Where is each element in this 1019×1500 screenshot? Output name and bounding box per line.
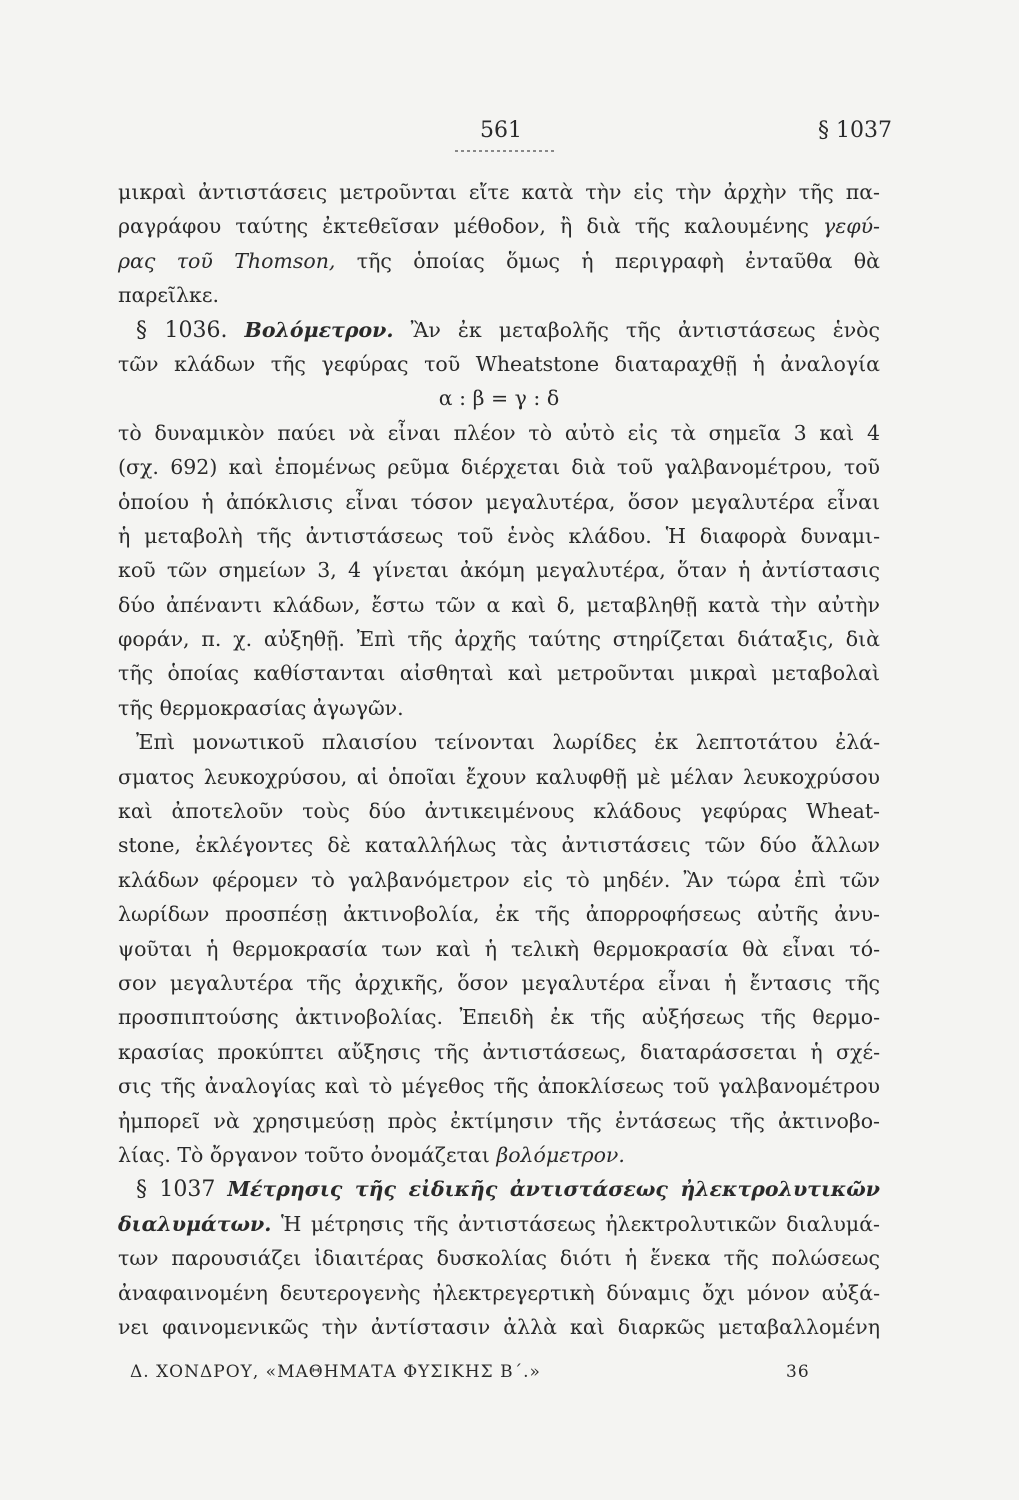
proper-name-thomson: Thomson,	[234, 248, 336, 273]
footer-signature-mark: 36	[786, 1362, 810, 1382]
text-line: προσπιπτούσης ἀκτινοβολίας. Ἐπειδὴ ἐκ τῆς αὐξήσεως τῆς θερμο-	[118, 1005, 880, 1030]
section-1037-heading-line	[118, 1172, 880, 1206]
text-line: stone, ἐκλέγοντες δὲ καταλλήλως τὰς ἀντιστάσεις τῶν δύο ἄλλων	[118, 833, 880, 858]
text-line: σον μεγαλυτέρα τῆς ἀρχικῆς, ὅσον μεγαλυτέρα εἶναι ἡ ἔντασις τῆς	[118, 970, 880, 995]
section-title-cont: διαλυμάτων.	[118, 1211, 272, 1236]
section-title: Μέτρησις τῆς εἰδικῆς ἀντιστάσεως ἠλεκτρολυτικῶν	[227, 1177, 880, 1202]
text-line: ὁποίου ἡ ἀπόκλισις εἶναι τόσον μεγαλυτέρα, ὅσον μεγαλυτέρα εἶναι	[118, 489, 880, 514]
page-header	[0, 118, 1019, 158]
text-line: τὸ δυναμικὸν παύει νὰ εἶναι πλέον τὸ αὐτὸ εἰς τὰ σημεῖα 3 καὶ 4	[118, 420, 880, 445]
text-line: ραγράφου ταύτης ἐκτεθεῖσαν μέθοδον, ἢ διὰ τῆς καλουμένης γεφύ-	[118, 214, 880, 239]
text-line: παρεῖλκε.	[118, 283, 219, 308]
page-footer	[0, 1362, 1019, 1392]
text-line: φοράν, π. χ. αὐξηθῇ. Ἐπὶ τῆς ἀρχῆς ταύτης στηρίζεται διάταξις, διὰ	[118, 627, 880, 652]
text-line: τῆς ὁποίας καθίστανται αἰσθηταὶ καὶ μετροῦνται μικραὶ μεταβολαὶ	[118, 661, 880, 686]
text-line: ἡ μεταβολὴ τῆς ἀντιστάσεως τοῦ ἑνὸς κλάδου. Ἡ διαφορὰ δυναμι-	[118, 523, 880, 548]
text-line: τῆς θερμοκρασίας ἀγωγῶν.	[118, 695, 404, 720]
proportion-equation: α : β = γ : δ	[438, 386, 560, 411]
running-section-ref: § 1037	[818, 118, 892, 143]
text-line: τῶν κλάδων τῆς γεφύρας τοῦ Wheatstone διαταραχθῇ ἡ ἀναλογία	[118, 351, 880, 376]
text-line: (σχ. 692) καὶ ἑπομένως ρεῦμα διέρχεται διὰ τοῦ γαλβανομέτρου, τοῦ	[118, 455, 880, 480]
text-line: διαλυμάτων. Ἡ μέτρησις τῆς ἀντιστάσεως ἠλεκτρολυτικῶν διαλυμά-	[118, 1211, 880, 1236]
page-number-underline	[455, 150, 555, 152]
text-line: μικραὶ ἀντιστάσεις μετροῦνται εἴτε κατὰ τὴν εἰς τὴν ἀρχὴν τῆς πα-	[118, 180, 880, 204]
section-number: § 1037	[136, 1177, 216, 1203]
section-number: § 1036.	[136, 317, 228, 343]
text-line: λίας. Τὸ ὄργανον τοῦτο ὀνομάζεται βολόμετρον.	[118, 1142, 625, 1167]
text-line: σματος λευκοχρύσου, αἱ ὁποῖαι ἔχουν καλυφθῇ μὲ μέλαν λευκοχρύσου	[118, 764, 880, 789]
text-line: κοῦ τῶν σημείων 3, 4 γίνεται ἀκόμη μεγαλυτέρα, ὅταν ἡ ἀντίστασις	[118, 558, 880, 583]
page-number: 561	[480, 118, 522, 143]
section-title: Βολόμετρον.	[244, 317, 394, 342]
text-line: σις τῆς ἀναλογίας καὶ τὸ μέγεθος τῆς ἀποκλίσεως τοῦ γαλβανομέτρου	[118, 1074, 880, 1099]
section-1036-heading-line: § 1036. Βολόμετρον. Ἂν ἐκ μεταβολῆς τῆς ἀντιστάσεως ἑνὸς	[136, 317, 880, 343]
text-line: των παρουσιάζει ἰδιαιτέρας δυσκολίας διότι ἡ ἕνεκα τῆς πολώσεως	[118, 1246, 880, 1271]
page-body	[118, 175, 880, 1344]
text-line: ψοῦται ἡ θερμοκρασία των καὶ ἡ τελικὴ θερμοκρασία θὰ εἶναι τό-	[118, 936, 880, 961]
text-line: κλάδων φέρομεν τὸ γαλβανόμετρον εἰς τὸ μηδέν. Ἂν τώρα ἐπὶ τῶν	[118, 867, 880, 892]
text-line: ἠμπορεῖ νὰ χρησιμεύσῃ πρὸς ἐκτίμησιν τῆς ἐντάσεως τῆς ἀκτινοβο-	[118, 1108, 880, 1133]
footer-author-title: Δ. ΧΟΝΔΡΟΥ, «ΜΑΘΗΜΑΤΑ ΦΥΣΙΚΗΣ Β΄.»	[130, 1362, 541, 1382]
text-line: ἀναφαινομένη δευτερογενὴς ἠλεκτρεγερτικὴ δύναμις ὄχι μόνον αὐξά-	[118, 1280, 880, 1305]
text-line: δύο ἀπέναντι κλάδων, ἔστω τῶν α καὶ δ, μεταβληθῇ κατὰ τὴν αὐτὴν	[118, 592, 880, 617]
text-line: λωρίδων προσπέσῃ ἀκτινοβολία, ἐκ τῆς ἀπορροφήσεως αὐτῆς ἀνυ-	[118, 902, 880, 927]
text-line: καὶ ἀποτελοῦν τοὺς δύο ἀντικειμένους κλάδους γεφύρας Wheat-	[118, 799, 880, 824]
text-line: Ἐπὶ μονωτικοῦ πλαισίου τείνονται λωρίδες ἐκ λεπτοτάτου ἐλά-	[136, 730, 880, 755]
term-bolometer: βολόμετρον.	[496, 1142, 625, 1167]
text-line: νει φαινομενικῶς τὴν ἀντίστασιν ἀλλὰ καὶ διαρκῶς μεταβαλλομένη	[118, 1314, 880, 1339]
text-line: ρας τοῦ Thomson, τῆς ὁποίας ὅμως ἡ περιγραφὴ ἐνταῦθα θὰ	[118, 248, 880, 273]
text-line: κρασίας προκύπτει αὔξησις τῆς ἀντιστάσεως, διαταράσσεται ἡ σχέ-	[118, 1039, 880, 1064]
